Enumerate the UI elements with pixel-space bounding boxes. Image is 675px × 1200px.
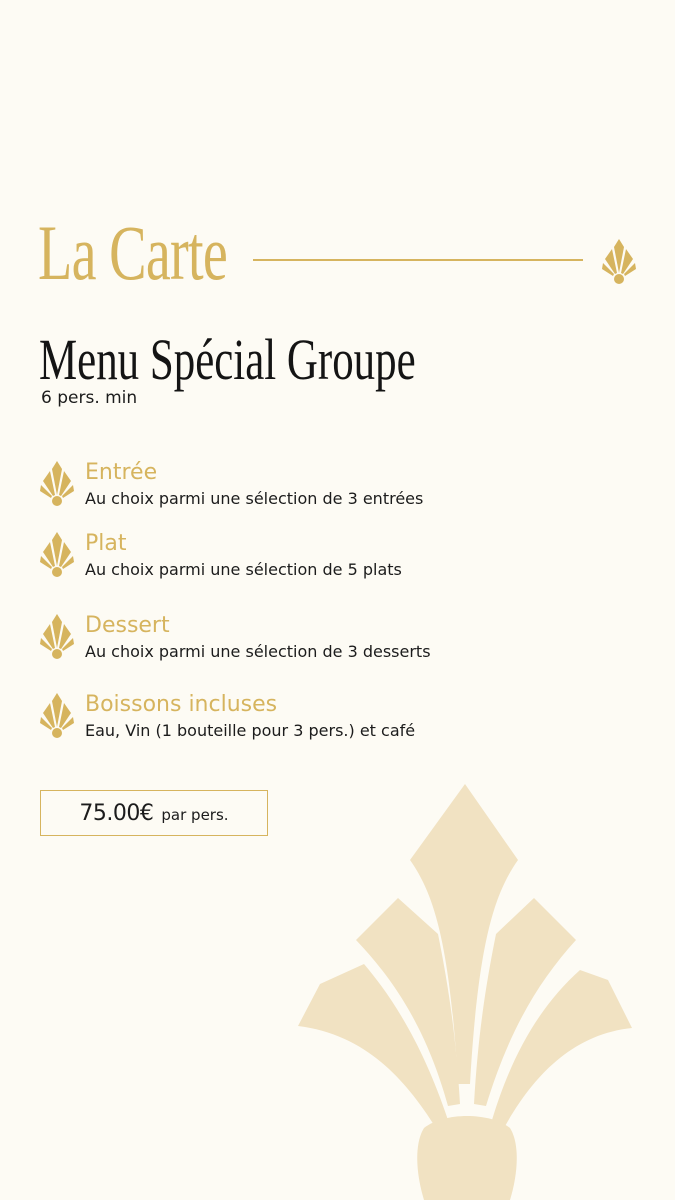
course-description: Au choix parmi une sélection de 3 desserts (85, 642, 431, 661)
menu-title: Menu Spécial Groupe (39, 327, 416, 392)
course-name: Boissons incluses (85, 692, 278, 717)
price-unit: par pers. (161, 806, 229, 824)
course-name: Plat (85, 531, 127, 556)
fan-ornament-icon (602, 239, 636, 285)
page-title: La Carte (38, 209, 228, 296)
menu-subtitle: 6 pers. min (41, 388, 138, 408)
course-description: Au choix parmi une sélection de 5 plats (85, 560, 402, 579)
large-fan-ornament-icon (298, 784, 638, 1200)
course-name: Entrée (85, 460, 158, 485)
price-amount: 75.00€ (79, 800, 154, 826)
fan-ornament-icon (40, 693, 74, 739)
course-description: Eau, Vin (1 bouteille pour 3 pers.) et café (85, 721, 416, 740)
course-item (0, 614, 675, 674)
fan-ornament-icon (40, 461, 74, 507)
course-item (0, 693, 675, 753)
course-description: Au choix parmi une sélection de 3 entrées (85, 489, 424, 508)
title-divider (253, 259, 583, 261)
price-box (40, 790, 268, 836)
fan-ornament-icon (40, 532, 74, 578)
course-item (0, 532, 675, 592)
course-name: Dessert (85, 613, 170, 638)
course-item (0, 461, 675, 521)
fan-ornament-icon (40, 614, 74, 660)
